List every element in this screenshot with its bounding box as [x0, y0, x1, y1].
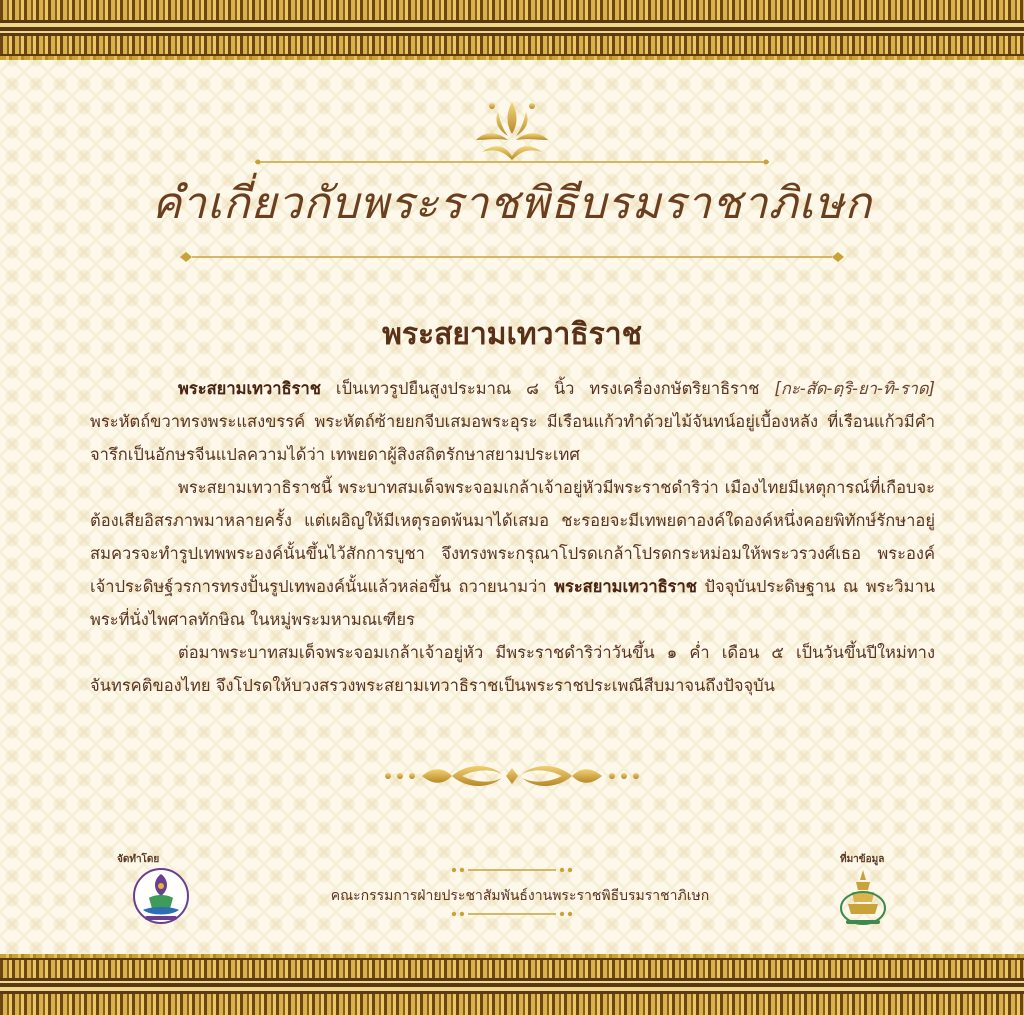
footer-top-rule — [450, 866, 574, 874]
paragraph-text: พระหัตถ์ขวาทรงพระแสงขรรค์ พระหัตถ์ซ้ายยกจีบเสมอพระอุระ มีเรือนแก้วทำด้วยไม้จันทน์อยู่เบื้องหลัง ที่เรือนแก้วมีคำจารึกเป็นอักษรจีนแปลความได้ว่า เทพยดาผู้สิงสถิตรักษาสยามประเทศ — [90, 412, 935, 464]
pr-department-logo — [131, 866, 191, 928]
pronunciation-note: [กะ-สัด-ตฺริ-ยา-ทิ-ราด] — [774, 379, 935, 398]
bold-term: พระสยามเทวาธิราช — [554, 577, 698, 596]
bold-term: พระสยามเทวาธิราช — [178, 379, 321, 398]
top-border — [0, 0, 1024, 60]
paragraph-3 — [90, 636, 935, 702]
crest-ornament — [462, 100, 562, 162]
flourish-divider — [382, 758, 642, 794]
source-label: ที่มาข้อมูล — [840, 854, 885, 865]
section-heading: พระสยามเทวาธิราช — [382, 317, 642, 352]
article-body — [90, 372, 935, 702]
footer-bottom-rule — [450, 910, 574, 918]
paragraph-text: ปัจจุบันประดิษฐาน ณ พระวิมาน พระที่นั่งไพศาลทักษิณ ในหมู่พระมหามณเฑียร — [90, 577, 935, 629]
paragraph-text: ต่อมาพระบาทสมเด็จพระจอมเกล้าเจ้าอยู่หัว มีพระราชดำริว่าวันขึ้น ๑ ค่ำ เดือน ๕ เป็นวันขึ้นปีใหม่ทางจันทรคติของไทย จึงโปรดให้บวงสรวงพระสยามเทวาธิราชเป็นพระราชประเพณีสืบมาจนถึงปัจจุบัน — [90, 643, 935, 695]
title-bottom-rule — [178, 251, 846, 263]
paragraph-2 — [90, 471, 935, 636]
paragraph-text: เป็นเทวรูปยืนสูงประมาณ ๘ นิ้ว ทรงเครื่องกษัตริยาธิราช — [320, 379, 775, 398]
title-top-rule — [255, 158, 769, 166]
committee-credit: คณะกรรมการฝ่ายประชาสัมพันธ์งานพระราชพิธีบรมราชาภิเษก — [330, 888, 710, 904]
organizer-label: จัดทำโดย — [117, 854, 160, 865]
paragraph-1 — [90, 372, 935, 471]
paragraph-text: พระสยามเทวาธิราชนี้ พระบาทสมเด็จพระจอมเกล้าเจ้าอยู่หัวมีพระราชดำริว่า เมืองไทยมีเหตุการณ์ที่เกือบจะต้องเสียอิสรภาพมาหลายครั้ง แต่เผอิญให้มีเหตุรอดพ้นมาได้เสมอ ชะรอยจะมีเทพยดาองค์ใดองค์หนึ่งคอยพิทักษ์รักษาอยู่ สมควรจะทำรูปเทพพระองค์นั้นขึ้นไว้สักการบูชา จึงทรงพระกรุณาโปรดเกล้าโปรดกระหม่อมให้พระวรวงศ์เธอ พระองค์เจ้าประดิษฐ์วรการทรงปั้นรูปเทพองค์นั้นแล้วหล่อขึ้น ถวายนามว่า — [90, 478, 935, 596]
page-title: คำเกี่ยวกับพระราชพิธีบรมราชาภิเษก — [151, 178, 873, 229]
bottom-border — [0, 954, 1024, 1015]
royal-office-logo — [838, 868, 888, 932]
